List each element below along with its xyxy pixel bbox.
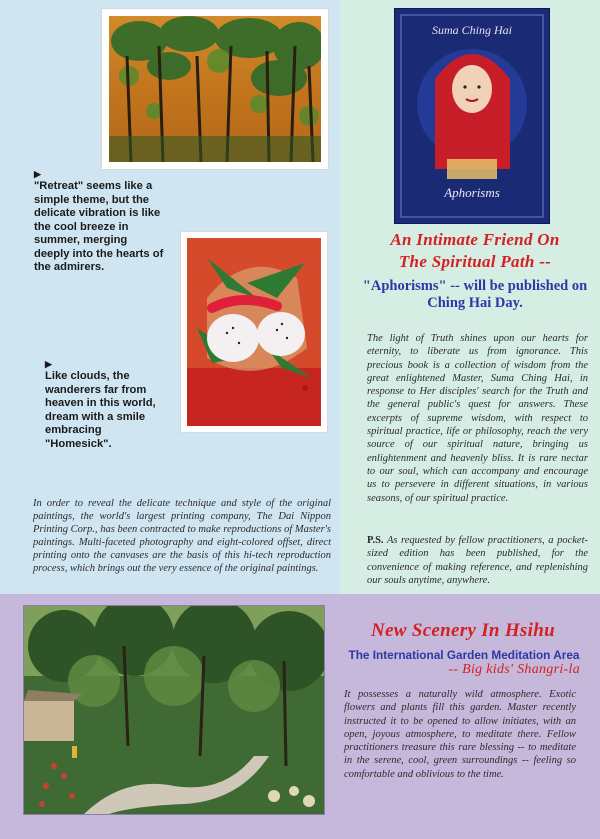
garden-body: It possesses a naturally wild atmosphere. Exotic flowers and plants fill this garden. Master recently instructed it to be opened to allow initiates, with an open, joyous atmosphere, to meditate there. Fellow practitioners treasure this rare blessing -- to meditate in the serene, cool, green surroundings -- feeling so comfortable and oblivious to the time. — [344, 689, 576, 780]
printing-paragraph: In order to reveal the delicate technique and style of the original paintings, the world's largest printing company, The Dai Nippon Printing Corp., has been contracted to make reproductions of Master's paintings. Multi-faceted photography and eight-colored offset, direct printing onto the canvases are the basis of this hi-tech reproduction process, which brings out the very essence of the original paintings. — [33, 498, 331, 575]
painting-retreat-frame — [102, 9, 328, 169]
aphorisms-ps — [367, 534, 588, 587]
aphorisms-body: The light of Truth shines upon our hearts for eternity, to liberate us from ignorance. This precious book is a collection of wisdom from the great enlightened Master, Suma Ching Hai, in response to Her disciples' search for the Truth and the general public's quest for answers. These excerpts of supreme wisdom, with respect to spiritual practice, life or philosophy, reach the very source of our spiritual nature, bringing us enlightenment and heavenly bliss. It is rare nectar to our soul, which can accompany and encourage us to persevere in different situations, in various seasons, of our spiritual practice. — [367, 333, 588, 504]
painting-homesick — [187, 238, 321, 426]
shangri-la-tagline: -- Big kids' Shangri-la — [448, 662, 580, 677]
friend-heading-line-2: The Spiritual Path -- — [398, 252, 552, 271]
friend-heading-line-1: An Intimate Friend On — [390, 230, 560, 249]
caption-homesick — [45, 358, 171, 451]
caption-retreat-text: "Retreat" seems like a simple theme, but the delicate vibration is like the cool breeze in summer, merging deeply into the hearts of the admirers. — [34, 180, 164, 273]
painting-retreat — [109, 16, 321, 162]
painting-homesick-frame — [181, 232, 327, 432]
caption-homesick-text: Like clouds, the wanderers far from heaven in this world, dream with a smile embracing "Homesick". — [45, 370, 156, 450]
book-cover-title: Aphorisms — [444, 185, 500, 200]
caption-retreat — [34, 168, 164, 275]
garden-photo — [24, 606, 324, 814]
ps-label: P.S. — [367, 535, 384, 546]
book-cover-author: Suma Ching Hai — [431, 23, 512, 37]
aphorisms-subheading: "Aphorisms" -- will be published on Ching Hai Day. — [362, 278, 588, 311]
caption-arrow-icon: ▶ — [34, 169, 41, 179]
ps-text: As requested by fellow practitioners, a pocket-sized edition has been published, for the convenience of making reference, and replenishing our souls anytime, anywhere. — [367, 535, 589, 586]
caption-arrow-icon: ▶ — [45, 359, 52, 369]
hsihu-heading: New Scenery In Hsihu — [371, 620, 555, 641]
garden-subheading: The International Garden Meditation Area — [348, 648, 580, 662]
book-cover — [395, 9, 549, 223]
